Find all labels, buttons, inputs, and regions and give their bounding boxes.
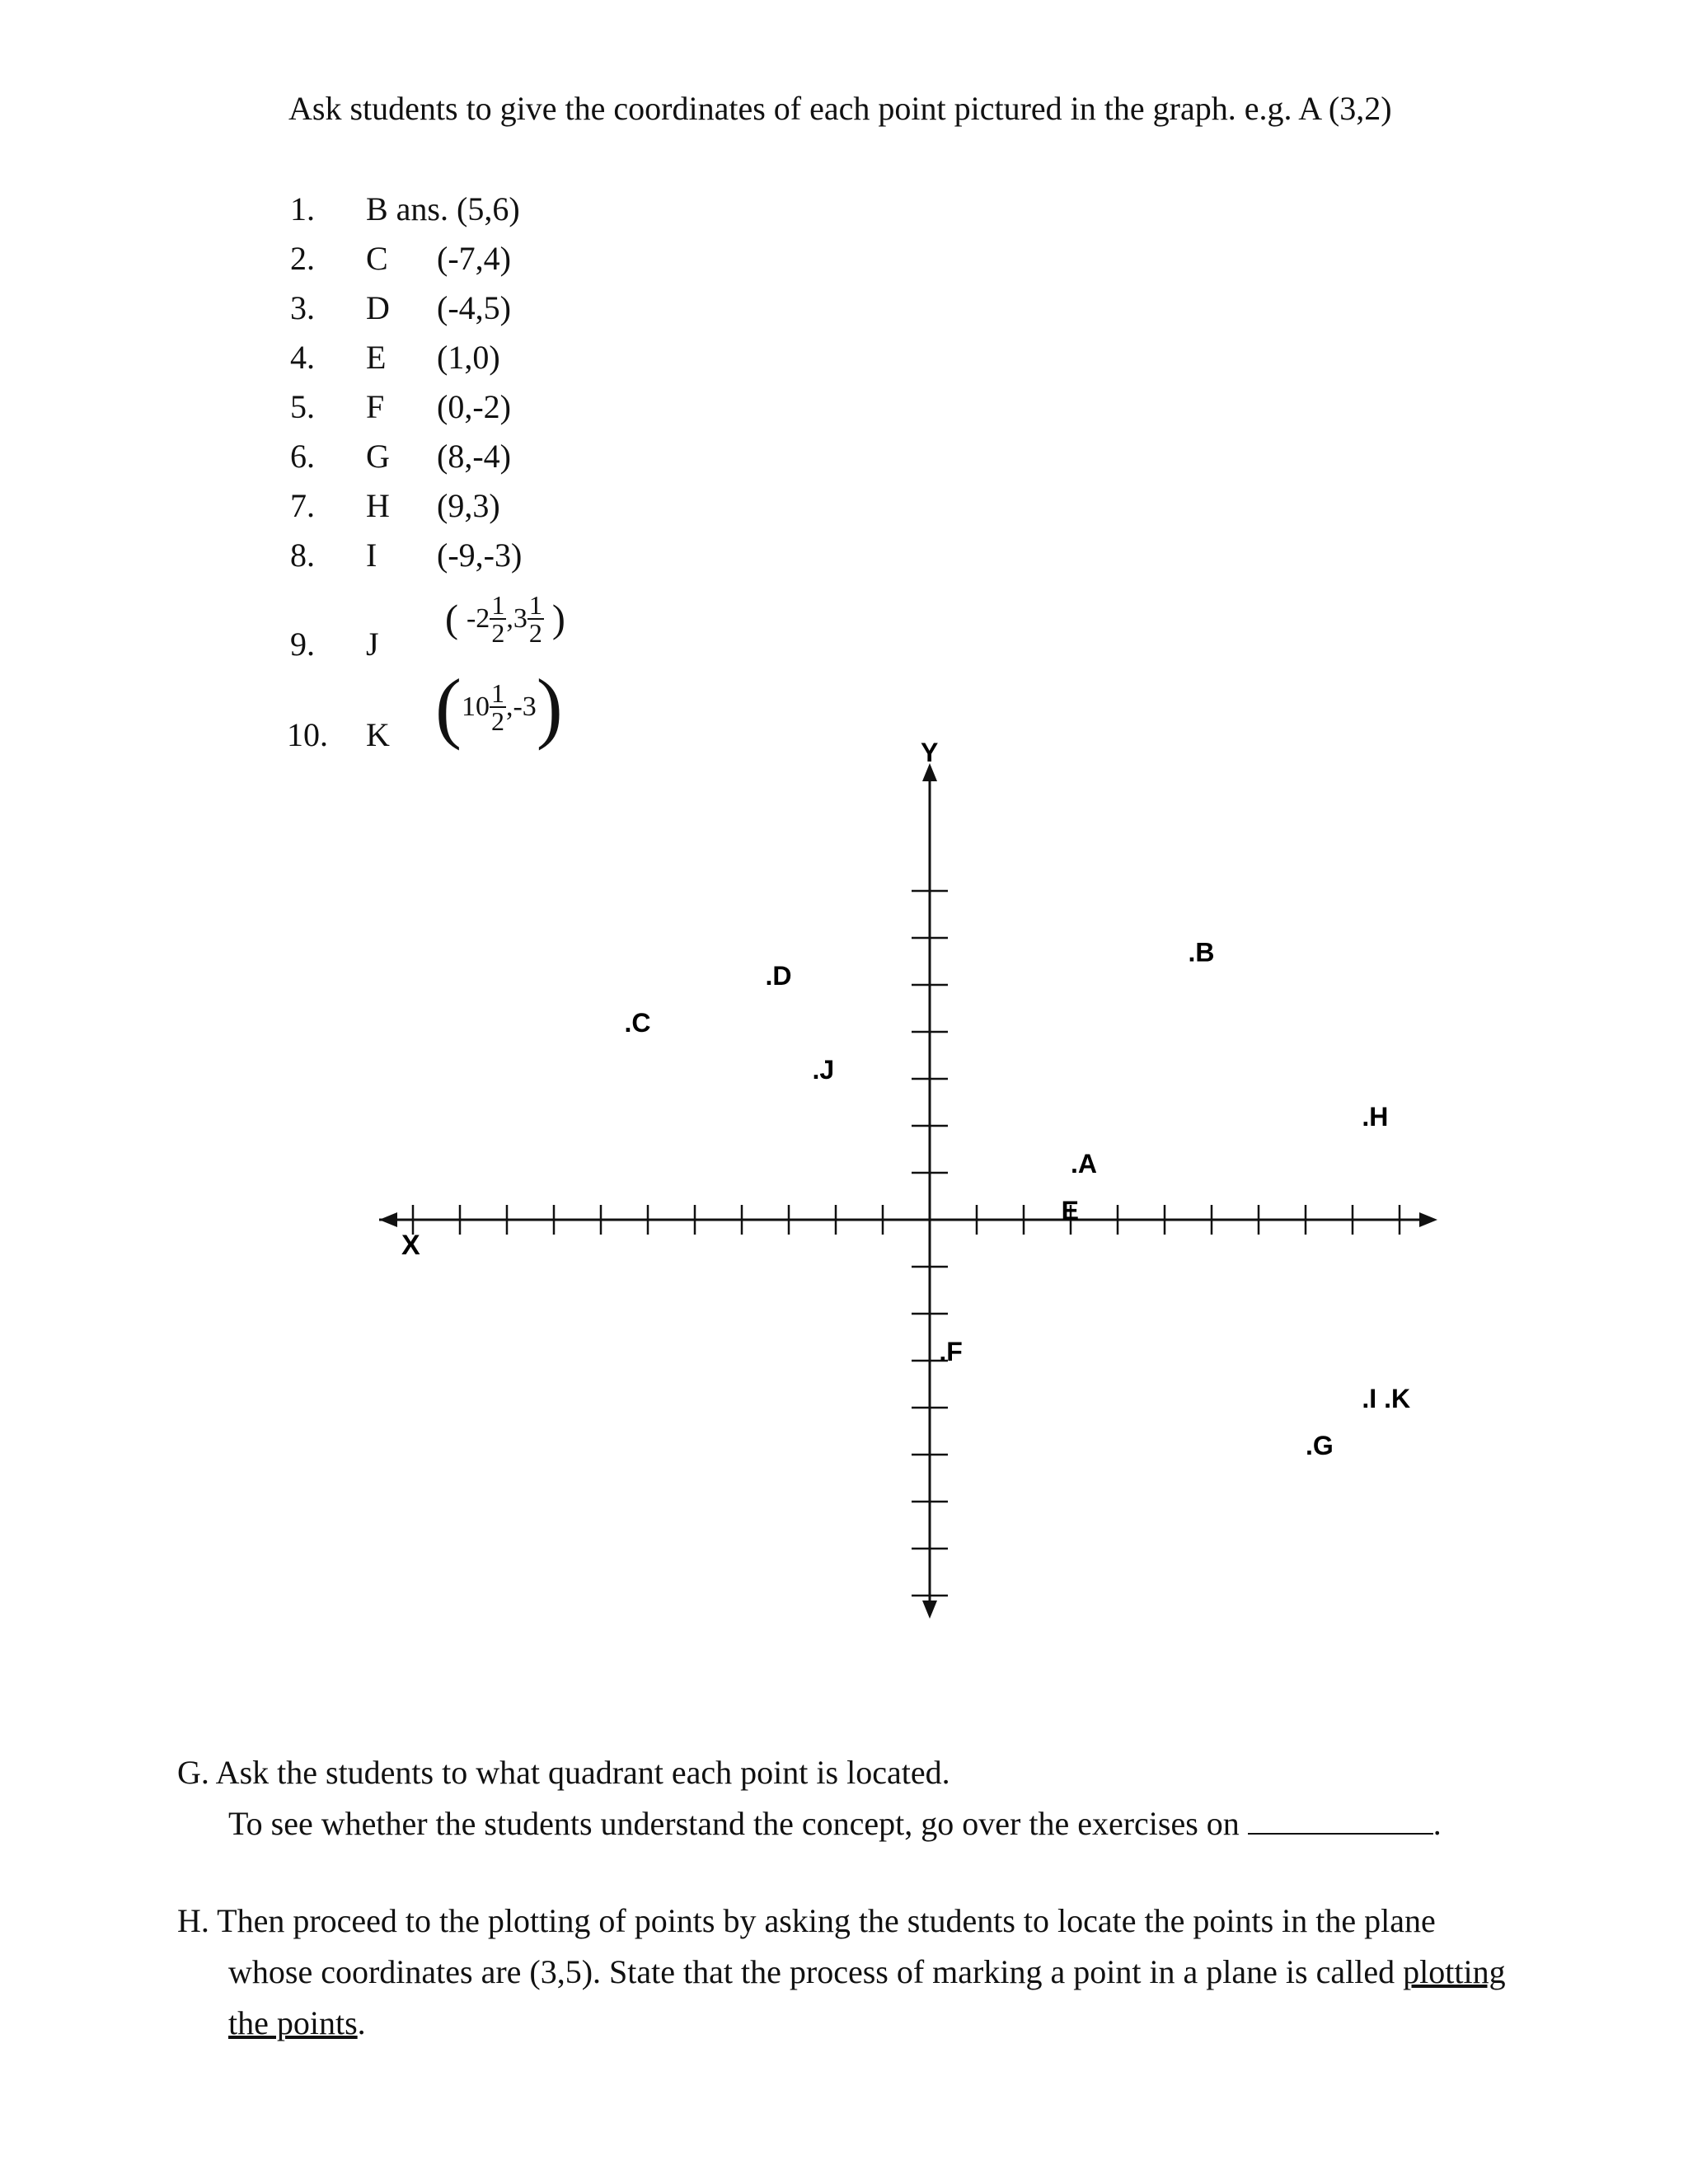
the-points-term: the points: [228, 2004, 358, 2041]
answer-coordinate: (9,3): [437, 487, 500, 524]
section-h-line3: the points.: [228, 2004, 366, 2041]
answer-number: 7.: [290, 487, 315, 524]
plotting-term: plotting: [1403, 1953, 1506, 1990]
plotted-points: [625, 938, 1411, 1461]
answer-letter: J: [366, 626, 379, 663]
answer-number: 9.: [290, 626, 315, 663]
answer-coordinate: (-9,-3): [437, 537, 523, 574]
answer-letter: D: [366, 289, 390, 326]
point-label: .G: [1306, 1431, 1334, 1460]
section-h-line2: whose coordinates are (3,5). State that the process of marking a point in a plane is called plotting: [228, 1953, 1506, 1990]
answer-coordinate: (0,-2): [437, 388, 511, 425]
coordinate-plane-graph: [346, 725, 1467, 1632]
answer-coordinate-fraction: ( -2 $\frac{1}{2}$ ,3 $\frac{1}{2}$ ): [445, 590, 565, 648]
answer-coordinate: (1,0): [437, 339, 500, 376]
answer-letter: G: [366, 438, 390, 475]
point-label: .J: [812, 1055, 835, 1085]
section-g-line2: To see whether the students understand the concept, go over the exercises on .: [228, 1805, 1442, 1842]
answer-number: 1.: [290, 190, 315, 227]
point-label: .H: [1362, 1102, 1389, 1132]
answer-number: 10.: [287, 716, 328, 753]
answer-number: 4.: [290, 339, 315, 376]
answer-letter: K: [366, 716, 390, 753]
point-label: .C: [624, 1008, 651, 1038]
answer-letter: I: [366, 537, 377, 574]
axes: [379, 763, 1437, 1619]
answer-coordinate: (-7,4): [437, 240, 511, 277]
point-label: .B: [1188, 937, 1215, 968]
answer-letter: H: [366, 487, 390, 524]
answer-number: 2.: [290, 240, 315, 277]
x-axis-right-arrow: [1419, 1212, 1437, 1227]
x-axis-left-arrow: [379, 1212, 397, 1227]
point-label: .I .K: [1362, 1384, 1411, 1413]
answer-coordinate-fraction: (10 $\frac{1}{2}$ ,-3): [435, 663, 563, 751]
y-axis-label: Y: [921, 738, 939, 767]
answer-number: 8.: [290, 537, 315, 574]
answer-letter: E: [366, 339, 387, 376]
y-axis-down-arrow: [922, 1601, 937, 1619]
axis-ticks: [413, 891, 1400, 1596]
answer-coordinate: (-4,5): [437, 289, 511, 326]
section-h-line1: H. Then proceed to the plotting of points by asking the students to locate the points in the plane: [177, 1902, 1436, 1939]
point-label: .D: [765, 961, 792, 991]
section-h: [177, 1896, 1578, 2049]
point-label: .F: [939, 1337, 963, 1366]
answer-blank: [1248, 1805, 1433, 1835]
section-g: [177, 1747, 1578, 1849]
answer-text: B ans. (5,6): [366, 190, 520, 227]
answer-number: 6.: [290, 438, 315, 475]
point-label: E: [1061, 1196, 1079, 1226]
answer-number: 3.: [290, 289, 315, 326]
answer-letter: C: [366, 240, 388, 277]
section-g-line1: G. Ask the students to what quadrant each point is located.: [177, 1754, 950, 1791]
point-label: .A: [1071, 1149, 1097, 1179]
answer-number: 5.: [290, 388, 315, 425]
answer-letter: F: [366, 388, 385, 425]
answer-coordinate: (8,-4): [437, 438, 511, 475]
intro-text: Ask students to give the coordinates of each point pictured in the graph. e.g. A (3,2): [288, 90, 1392, 127]
x-axis-label: X: [401, 1230, 420, 1261]
